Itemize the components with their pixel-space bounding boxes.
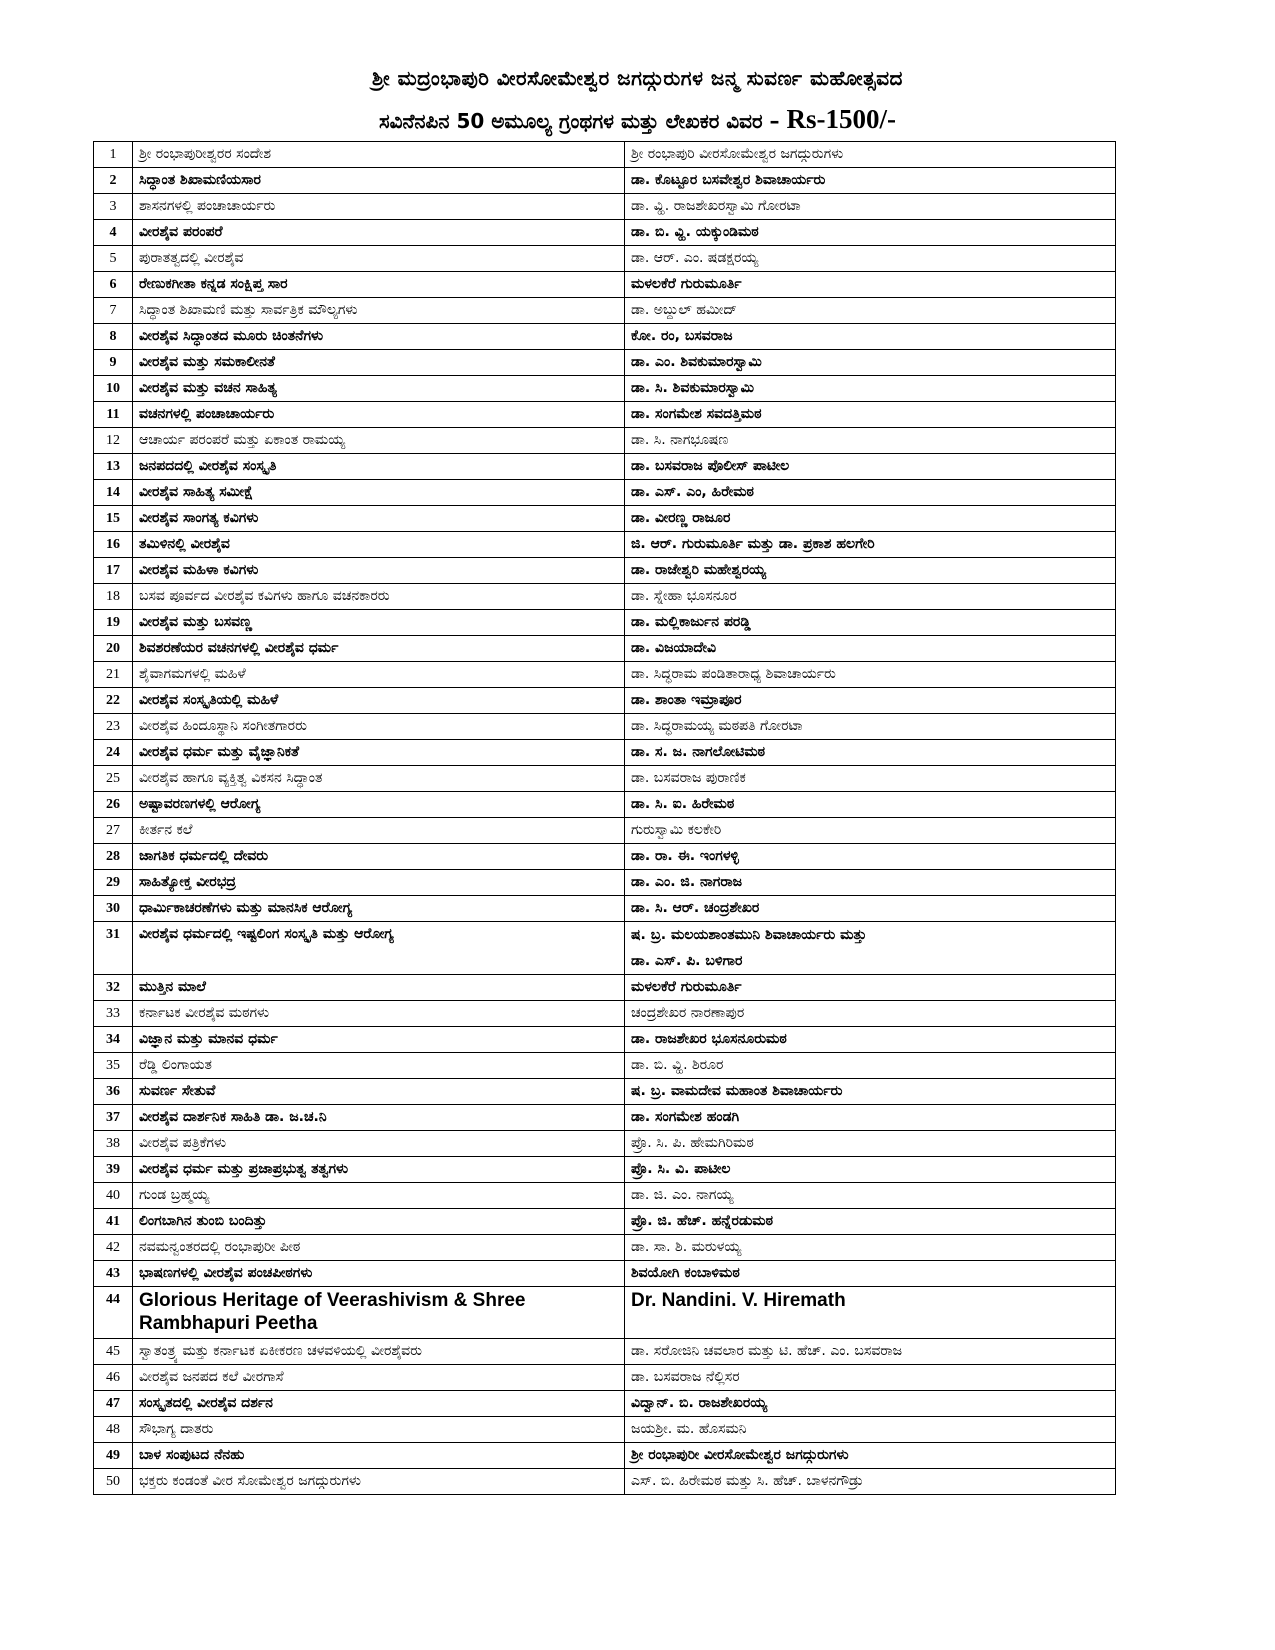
book-title: ಬಸವ ಪೂರ್ವದ ವೀರಶೈವ ಕವಿಗಳು ಹಾಗೂ ವಚನಕಾರರು: [133, 584, 625, 610]
book-title: ವೀರಶೈವ ಧರ್ಮ ಮತ್ತು ವೈಜ್ಞಾನಿಕತೆ: [133, 740, 625, 766]
table-row: [94, 1365, 1116, 1391]
table-row: [94, 272, 1116, 298]
table-row: [94, 662, 1116, 688]
table-row: [94, 1131, 1116, 1157]
book-number: 3: [94, 194, 133, 220]
book-number: 16: [94, 532, 133, 558]
table-row: [94, 792, 1116, 818]
book-author: ಮಳಲಕೆರೆ ಗುರುಮೂರ್ತಿ: [625, 975, 1116, 1001]
table-row: [94, 1079, 1116, 1105]
book-author: ಮಳಲಕೆರೆ ಗುರುಮೂರ್ತಿ: [625, 272, 1116, 298]
book-author: ಡಾ. ಮಲ್ಲಿಕಾರ್ಜುನ ಪರಡ್ಡಿ: [625, 610, 1116, 636]
book-title: ವೀರಶೈವ ಸಾಹಿತ್ಯ ಸಮೀಕ್ಷೆ: [133, 480, 625, 506]
book-title: ಗುಂಡ ಬ್ರಹ್ಮಯ್ಯ: [133, 1183, 625, 1209]
book-author: ವಿದ್ವಾನ್. ಬಿ. ರಾಜಶೇಖರಯ್ಯ: [625, 1391, 1116, 1417]
table-row: [94, 688, 1116, 714]
book-number: 1: [94, 142, 133, 168]
book-title: ಶಾಸನಗಳಲ್ಲಿ ಪಂಚಾಚಾರ್ಯರು: [133, 194, 625, 220]
book-author: ಡಾ. ಎಂ. ಶಿವಕುಮಾರಸ್ವಾಮಿ: [625, 350, 1116, 376]
book-author: ಡಾ. ರಾ. ಈ. ಇಂಗಳಳ್ಳಿ: [625, 844, 1116, 870]
table-row: [94, 1443, 1116, 1469]
book-number: 22: [94, 688, 133, 714]
book-author: ಪ್ರೊ. ಸಿ. ವಿ. ಪಾಟೀಲ: [625, 1157, 1116, 1183]
books-table-body: [94, 142, 1116, 1495]
table-row: [94, 610, 1116, 636]
book-author: ಚಂದ್ರಶೇಖರ ನಾರಣಾಪುರ: [625, 1001, 1116, 1027]
book-title: ಸಾಹಿತ್ಯೋಕ್ತ ವೀರಭದ್ರ: [133, 870, 625, 896]
table-row: [94, 298, 1116, 324]
table-row: [94, 194, 1116, 220]
book-title: ಸುವರ್ಣ ಸೇತುವೆ: [133, 1079, 625, 1105]
document-subtitle: [0, 104, 1275, 135]
book-title: ಸ್ವಾತಂತ್ರ್ಯ ಮತ್ತು ಕರ್ನಾಟಕ ಏಕೀಕರಣ ಚಳವಳಿಯಲ್ಲಿ ವೀರಶೈವರು: [133, 1339, 625, 1365]
book-author: ಡಾ. ಸ. ಜ. ನಾಗಲೋಟಿಮಠ: [625, 740, 1116, 766]
table-row: [94, 1339, 1116, 1365]
table-row: [94, 1469, 1116, 1495]
book-author: ಡಾ. ಅಬ್ದುಲ್ ಹಮೀದ್: [625, 298, 1116, 324]
book-author: ಡಾ. ಎಂ. ಜಿ. ನಾಗರಾಜ: [625, 870, 1116, 896]
book-author: ಪ್ರೊ. ಸಿ. ಪಿ. ಹೇಮಗಿರಿಮಠ: [625, 1131, 1116, 1157]
book-author: ಷ. ಬ್ರ. ವಾಮದೇವ ಮಹಾಂತ ಶಿವಾಚಾರ್ಯರು: [625, 1079, 1116, 1105]
book-title: ಶಿವಶರಣೆಯರ ವಚನಗಳಲ್ಲಿ ವೀರಶೈವ ಧರ್ಮ: [133, 636, 625, 662]
book-title: ಅಷ್ಟಾವರಣಗಳಲ್ಲಿ ಆರೋಗ್ಯ: [133, 792, 625, 818]
book-title: ಜಾಗತಿಕ ಧರ್ಮದಲ್ಲಿ ದೇವರು: [133, 844, 625, 870]
table-row: [94, 1001, 1116, 1027]
book-number: 6: [94, 272, 133, 298]
table-row: [94, 740, 1116, 766]
book-title: ಸಿದ್ಧಾಂತ ಶಿಖಾಮಣಿಯಸಾರ: [133, 168, 625, 194]
book-author: ಜಯಶ್ರೀ. ಮ. ಹೊಸಮನಿ: [625, 1417, 1116, 1443]
table-row: [94, 402, 1116, 428]
book-number: 8: [94, 324, 133, 350]
book-title: ಸಿದ್ಧಾಂತ ಶಿಖಾಮಣಿ ಮತ್ತು ಸಾರ್ವತ್ರಿಕ ಮೌಲ್ಯಗಳು: [133, 298, 625, 324]
book-number: 33: [94, 1001, 133, 1027]
book-number: 34: [94, 1027, 133, 1053]
table-row: [94, 1235, 1116, 1261]
book-title: ತಮಿಳಿನಲ್ಲಿ ವೀರಶೈವ: [133, 532, 625, 558]
table-row: [94, 1209, 1116, 1235]
book-author: ಡಾ. ರಾಜಶೇಖರ ಭೂಸನೂರುಮಠ: [625, 1027, 1116, 1053]
table-row: [94, 506, 1116, 532]
book-title: ವೀರಶೈವ ಮಹಿಳಾ ಕವಿಗಳು: [133, 558, 625, 584]
table-row: [94, 220, 1116, 246]
book-number: 40: [94, 1183, 133, 1209]
book-number: 19: [94, 610, 133, 636]
book-number: 23: [94, 714, 133, 740]
book-number: 12: [94, 428, 133, 454]
table-row: [94, 1157, 1116, 1183]
book-author: Dr. Nandini. V. Hiremath: [625, 1287, 1116, 1339]
book-number: 41: [94, 1209, 133, 1235]
book-title: ಆಚಾರ್ಯ ಪರಂಪರೆ ಮತ್ತು ಏಕಾಂತ ರಾಮಯ್ಯ: [133, 428, 625, 454]
book-number: 46: [94, 1365, 133, 1391]
table-row: [94, 1183, 1116, 1209]
book-number: 21: [94, 662, 133, 688]
book-title: ಶ್ರೀ ರಂಭಾಪುರೀಶ್ವರರ ಸಂದೇಶ: [133, 142, 625, 168]
book-number: 17: [94, 558, 133, 584]
book-title: ವೀರಶೈವ ಮತ್ತು ಸಮಕಾಲೀನತೆ: [133, 350, 625, 376]
book-title: ವೀರಶೈವ ದಾರ್ಶನಿಕ ಸಾಹಿತಿ ಡಾ. ಜ.ಚ.ನಿ: [133, 1105, 625, 1131]
book-number: 36: [94, 1079, 133, 1105]
book-author: ಡಾ. ಸಿ. ಐ. ಹಿರೇಮಠ: [625, 792, 1116, 818]
book-author: ಡಾ. ಸಿದ್ಧರಾಮಯ್ಯ ಮಠಪತಿ ಗೋರಟಾ: [625, 714, 1116, 740]
book-number: 4: [94, 220, 133, 246]
book-number: 5: [94, 246, 133, 272]
book-author: ಡಾ. ಬಿ. ವ್ಹಿ. ಶಿರೂರ: [625, 1053, 1116, 1079]
book-number: 24: [94, 740, 133, 766]
book-number: 35: [94, 1053, 133, 1079]
book-author: ಶಿವಯೋಗಿ ಕಂಬಾಳಿಮಠ: [625, 1261, 1116, 1287]
table-row: [94, 532, 1116, 558]
book-title: ಜನಪದದಲ್ಲಿ ವೀರಶೈವ ಸಂಸ್ಕೃತಿ: [133, 454, 625, 480]
book-number: 44: [94, 1287, 133, 1339]
book-title: ಮುತ್ತಿನ ಮಾಲೆ: [133, 975, 625, 1001]
book-number: 32: [94, 975, 133, 1001]
book-title: ಶೈವಾಗಮಗಳಲ್ಲಿ ಮಹಿಳೆ: [133, 662, 625, 688]
table-row: [94, 558, 1116, 584]
book-title: ವೀರಶೈವ ಧರ್ಮ ಮತ್ತು ಪ್ರಜಾಪ್ರಭುತ್ವ ತತ್ವಗಳು: [133, 1157, 625, 1183]
book-title: ಕರ್ನಾಟಕ ವೀರಶೈವ ಮಠಗಳು: [133, 1001, 625, 1027]
book-title: ವೀರಶೈವ ಮತ್ತು ವಚನ ಸಾಹಿತ್ಯ: [133, 376, 625, 402]
book-author: ಶ್ರೀ ರಂಭಾಪುರೀ ವೀರಸೋಮೇಶ್ವರ ಜಗದ್ಗುರುಗಳು: [625, 1443, 1116, 1469]
table-row: [94, 922, 1116, 975]
table-row: [94, 324, 1116, 350]
book-title: ವೀರಶೈವ ಹಿಂದೂಸ್ಥಾನಿ ಸಂಗೀತಗಾರರು: [133, 714, 625, 740]
book-number: 47: [94, 1391, 133, 1417]
book-title: ರೇಣುಕಗೀತಾ ಕನ್ನಡ ಸಂಕ್ಷಿಪ್ತ ಸಾರ: [133, 272, 625, 298]
book-title: ಬಾಳ ಸಂಪುಟದ ನೆನಹು: [133, 1443, 625, 1469]
book-number: 15: [94, 506, 133, 532]
book-title: ಸಂಸ್ಕೃತದಲ್ಲಿ ವೀರಶೈವ ದರ್ಶನ: [133, 1391, 625, 1417]
book-author: ಡಾ. ಸಾ. ಶಿ. ಮರುಳಯ್ಯ: [625, 1235, 1116, 1261]
book-number: 2: [94, 168, 133, 194]
book-author: ಡಾ. ಎಸ್. ಎಂ, ಹಿರೇಮಠ: [625, 480, 1116, 506]
book-author: ಡಾ. ಬಸವರಾಜ ಪೊಲೀಸ್ ಪಾಟೀಲ: [625, 454, 1116, 480]
table-row: [94, 1391, 1116, 1417]
book-author: ಡಾ. ಸ್ನೇಹಾ ಭೂಸನೂರ: [625, 584, 1116, 610]
table-row: [94, 1417, 1116, 1443]
table-row: [94, 428, 1116, 454]
book-number: 7: [94, 298, 133, 324]
book-number: 9: [94, 350, 133, 376]
book-number: 48: [94, 1417, 133, 1443]
book-number: 13: [94, 454, 133, 480]
table-row: [94, 246, 1116, 272]
table-row: [94, 480, 1116, 506]
book-title: ವೀರಶೈವ ಸಂಸ್ಕೃತಿಯಲ್ಲಿ ಮಹಿಳೆ: [133, 688, 625, 714]
table-row: [94, 818, 1116, 844]
book-author: ಡಾ. ಸಿದ್ಧರಾಮ ಪಂಡಿತಾರಾಧ್ಯ ಶಿವಾಚಾರ್ಯರು: [625, 662, 1116, 688]
table-row: [94, 636, 1116, 662]
book-title: ವೀರಶೈವ ಸಿದ್ಧಾಂತದ ಮೂರು ಚಿಂತನೆಗಳು: [133, 324, 625, 350]
book-number: 30: [94, 896, 133, 922]
book-author: ಗುರುಸ್ವಾಮಿ ಕಲಕೇರಿ: [625, 818, 1116, 844]
book-number: 20: [94, 636, 133, 662]
table-row: [94, 168, 1116, 194]
table-row: [94, 376, 1116, 402]
book-author: ಎಸ್. ಬಿ. ಹಿರೇಮಠ ಮತ್ತು ಸಿ. ಹೆಚ್. ಬಾಳನಗೌಡ್ರು: [625, 1469, 1116, 1495]
table-row: [94, 766, 1116, 792]
book-author: ಡಾ. ವೀರಣ್ಣ ರಾಜೂರ: [625, 506, 1116, 532]
book-title: ವಿಜ್ಞಾನ ಮತ್ತು ಮಾನವ ಧರ್ಮ: [133, 1027, 625, 1053]
book-number: 26: [94, 792, 133, 818]
book-author-line: ಷ. ಬ್ರ. ಮಲಯಶಾಂತಮುನಿ ಶಿವಾಚಾರ್ಯರು ಮತ್ತು: [631, 927, 867, 943]
table-row: [94, 350, 1116, 376]
book-author: ಶ್ರೀ ರಂಭಾಪುರಿ ವೀರಸೋಮೇಶ್ವರ ಜಗದ್ಗುರುಗಳು: [625, 142, 1116, 168]
book-author: ಡಾ. ಕೊಟ್ಟೂರ ಬಸವೇಶ್ವರ ಶಿವಾಚಾರ್ಯರು: [625, 168, 1116, 194]
book-title: ವೀರಶೈವ ಸಾಂಗತ್ಯ ಕವಿಗಳು: [133, 506, 625, 532]
table-row: [94, 896, 1116, 922]
book-author: [625, 922, 1116, 975]
book-number: 38: [94, 1131, 133, 1157]
book-title: ವೀರಶೈವ ಹಾಗೂ ವ್ಯಕ್ತಿತ್ವ ವಿಕಸನ ಸಿದ್ಧಾಂತ: [133, 766, 625, 792]
table-row: [94, 844, 1116, 870]
book-number: 43: [94, 1261, 133, 1287]
book-number: 11: [94, 402, 133, 428]
book-number: 10: [94, 376, 133, 402]
book-number: 37: [94, 1105, 133, 1131]
book-title: ರೆಡ್ಡಿ ಲಿಂಗಾಯತ: [133, 1053, 625, 1079]
table-row: [94, 1105, 1116, 1131]
book-number: 45: [94, 1339, 133, 1365]
book-title: ಲಿಂಗಬಾಗಿನ ತುಂಬಿ ಬಂದಿತ್ತು: [133, 1209, 625, 1235]
book-author: ಡಾ. ರಾಜೇಶ್ವರಿ ಮಹೇಶ್ವರಯ್ಯ: [625, 558, 1116, 584]
book-author: ಡಾ. ಸಿ. ಆರ್. ಚಂದ್ರಶೇಖರ: [625, 896, 1116, 922]
table-row: [94, 584, 1116, 610]
book-title: ಸೌಭಾಗ್ಯ ದಾತರು: [133, 1417, 625, 1443]
book-author: ಡಾ. ಜಿ. ಎಂ. ನಾಗಯ್ಯ: [625, 1183, 1116, 1209]
book-number: 31: [94, 922, 133, 975]
book-author: ಕೋ. ರಂ, ಬಸವರಾಜ: [625, 324, 1116, 350]
book-author: ಡಾ. ಬಿ. ವ್ಹಿ. ಯಕ್ಕುಂಡಿಮಠ: [625, 220, 1116, 246]
book-title: ಧಾರ್ಮಿಕಾಚರಣೆಗಳು ಮತ್ತು ಮಾನಸಿಕ ಆರೋಗ್ಯ: [133, 896, 625, 922]
book-title: ವೀರಶೈವ ಪತ್ರಿಕೆಗಳು: [133, 1131, 625, 1157]
book-title: ಕೀರ್ತನ ಕಲೆ: [133, 818, 625, 844]
book-number: 14: [94, 480, 133, 506]
document-title: ಶ್ರೀ ಮದ್ರಂಭಾಪುರಿ ವೀರಸೋಮೇಶ್ವರ ಜಗದ್ಗುರುಗಳ ಜನ್ಮ ಸುವರ್ಣ ಮಹೋತ್ಸವದ: [372, 66, 903, 90]
book-author: ಡಾ. ಸಂಗಮೇಶ ಹಂಡಗಿ: [625, 1105, 1116, 1131]
book-title: ಭಕ್ತರು ಕಂಡಂತೆ ವೀರ ಸೋಮೇಶ್ವರ ಜಗದ್ಗುರುಗಳು: [133, 1469, 625, 1495]
book-number: 50: [94, 1469, 133, 1495]
book-author: ಡಾ. ವ್ಹಿ. ರಾಜಶೇಖರಸ್ವಾಮಿ ಗೋರಟಾ: [625, 194, 1116, 220]
books-table: [93, 141, 1116, 1495]
book-author: ಡಾ. ಸಿ. ನಾಗಭೂಷಣ: [625, 428, 1116, 454]
book-number: 29: [94, 870, 133, 896]
table-row: [94, 714, 1116, 740]
book-title: ಪುರಾತತ್ವದಲ್ಲಿ ವೀರಶೈವ: [133, 246, 625, 272]
book-title: Glorious Heritage of Veerashivism & Shree Rambhapuri Peetha: [133, 1287, 625, 1339]
book-author: ಡಾ. ಸಿ. ಶಿವಕುಮಾರಸ್ವಾಮಿ: [625, 376, 1116, 402]
book-title: ನವಮನ್ವಂತರದಲ್ಲಿ ರಂಭಾಪುರೀ ಪೀಠ: [133, 1235, 625, 1261]
book-title: ವೀರಶೈವ ಪರಂಪರೆ: [133, 220, 625, 246]
book-title: ವೀರಶೈವ ಜನಪದ ಕಲೆ ವೀರಗಾಸೆ: [133, 1365, 625, 1391]
book-title: ಭಾಷಣಗಳಲ್ಲಿ ವೀರಶೈವ ಪಂಚಪೀಠಗಳು: [133, 1261, 625, 1287]
price-label: Rs-1500/-: [786, 104, 896, 134]
book-number: 28: [94, 844, 133, 870]
table-row: [94, 1027, 1116, 1053]
book-author: ಡಾ. ಶಾಂತಾ ಇಮ್ರಾಪೂರ: [625, 688, 1116, 714]
table-row: [94, 870, 1116, 896]
table-row: [94, 142, 1116, 168]
book-title: ವೀರಶೈವ ಧರ್ಮದಲ್ಲಿ ಇಷ್ಟಲಿಂಗ ಸಂಸ್ಕೃತಿ ಮತ್ತು ಆರೋಗ್ಯ: [133, 922, 625, 975]
book-number: 27: [94, 818, 133, 844]
table-row: [94, 1287, 1116, 1339]
book-author: ಜಿ. ಆರ್. ಗುರುಮೂರ್ತಿ ಮತ್ತು ಡಾ. ಪ್ರಕಾಶ ಹಲಗೇರಿ: [625, 532, 1116, 558]
book-author: ಡಾ. ಬಸವರಾಜ ಪುರಾಣಿಕ: [625, 766, 1116, 792]
book-author: ಡಾ. ವಿಜಯಾದೇವಿ: [625, 636, 1116, 662]
book-author: ಡಾ. ಆರ್. ಎಂ. ಷಡಕ್ಷರಯ್ಯ: [625, 246, 1116, 272]
book-title: ವಚನಗಳಲ್ಲಿ ಪಂಚಾಚಾರ್ಯರು: [133, 402, 625, 428]
book-author: ಪ್ರೊ. ಜಿ. ಹೆಚ್. ಹನ್ನೆರಡುಮಠ: [625, 1209, 1116, 1235]
table-row: [94, 454, 1116, 480]
book-number: 39: [94, 1157, 133, 1183]
table-row: [94, 1261, 1116, 1287]
table-row: [94, 975, 1116, 1001]
table-row: [94, 1053, 1116, 1079]
book-number: 25: [94, 766, 133, 792]
book-author: ಡಾ. ಸರೋಜಿನಿ ಚವಲಾರ ಮತ್ತು ಟಿ. ಹೆಚ್. ಎಂ. ಬಸವರಾಜ: [625, 1339, 1116, 1365]
book-author: ಡಾ. ಬಸವರಾಜ ನೆಲ್ಲಿಸರ: [625, 1365, 1116, 1391]
book-author-line: ಡಾ. ಎಸ್. ಪಿ. ಬಳಿಗಾರ: [631, 953, 743, 969]
book-number: 18: [94, 584, 133, 610]
book-author: ಡಾ. ಸಂಗಮೇಶ ಸವದತ್ತಿಮಠ: [625, 402, 1116, 428]
book-number: 49: [94, 1443, 133, 1469]
book-title: ವೀರಶೈವ ಮತ್ತು ಬಸವಣ್ಣ: [133, 610, 625, 636]
subtitle-text: ಸವಿನೆನಪಿನ 50 ಅಮೂಲ್ಯ ಗ್ರಂಥಗಳ ಮತ್ತು ಲೇಖಕರ ವಿವರ –: [378, 109, 780, 133]
book-number: 42: [94, 1235, 133, 1261]
